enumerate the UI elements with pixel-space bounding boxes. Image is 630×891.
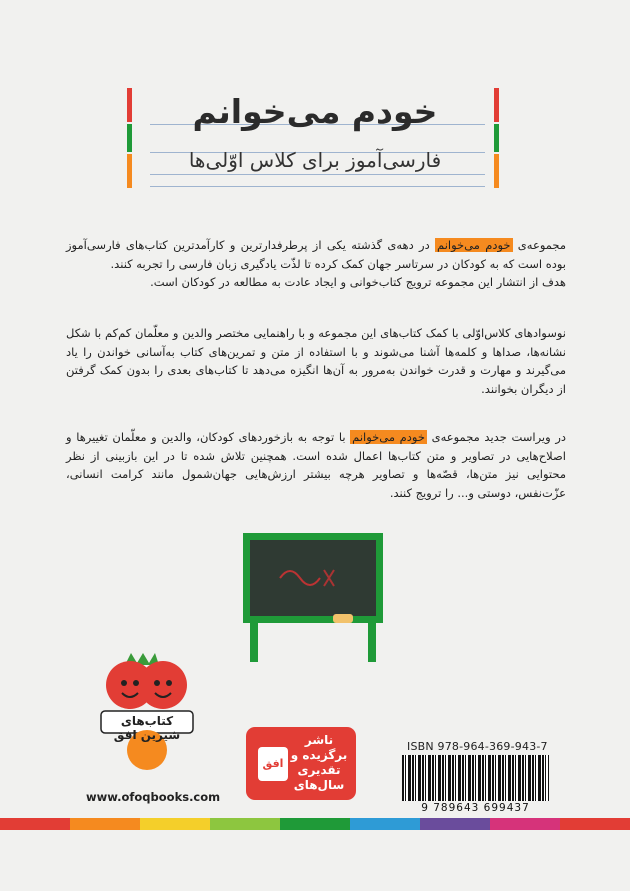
isbn-text: ISBN 978-964-369-943-7 [407,740,548,753]
description-paragraph-1: مجموعه‌ی خودم می‌خوانم در دهه‌ی گذشته یکی از پرطرفدارترین و کارآمدترین کتاب‌های فارسی‌آموز بوده است که به کودکان در سرتاسر جهان کمک کرده تا لذّت یادگیری زبان فارسی را تجربه کنند. هدف از انتشار این مجموعه ترویج کتاب‌خوانی و ایجاد عادت به مطالعه در کودکان است. [66,238,567,289]
right-green-bar [494,124,499,152]
right-red-bar [494,88,499,122]
description-paragraph-2: نوسوادهای کلاس‌اوّلی با کمک کتاب‌های این مجموعه و با راهنمایی مختصر والدین و معلّمان کم‌کم با شکل نشانه‌ها، صداها و کلمه‌ها آشنا می‌شوند و با استفاده از متن و تمرین‌های کتاب به‌آسانی خواندن را یاد می‌گیرند و مهارت و قدرت خواندن به‌مرور به آن‌ها انگیزه می‌دهد تا کتاب‌های بعدی را بدون کمک گرفتن از دیگران بخوانند. [66,326,566,396]
barcode-image [402,755,549,801]
left-green-bar [127,124,132,152]
barcode-number: 9 789643 699437 [421,802,530,814]
chalkboard-leg [250,620,258,662]
series-name-highlight: خودم می‌خوانم [437,238,511,252]
ofoq-logo: افق [258,747,288,781]
badge-text: ناشر برگزیده و تقدیری سال‌های [290,733,348,792]
right-orange-bar [494,154,499,188]
guide-line [150,174,485,175]
website-link[interactable]: www.ofoqbooks.com [86,790,221,804]
left-orange-bar [127,154,132,188]
guide-line [150,186,485,187]
mascot-label: کتاب‌های شیرین افق [113,714,181,742]
bottom-color-stripe [0,818,630,830]
description-paragraph-3: در ویراست جدید مجموعه‌ی خودم می‌خوانم با توجه به بازخوردهای کودکان، والدین و معلّمان تغییرها و اصلاح‌هایی در تصاویر و متن کتاب‌ها اعمال شده است. همچنین تلاش شده تا در این بازبینی از نظر محتوایی نیز متن‌ها، قصّه‌ها و تصاویر هرچه بیشتر ارزش‌هایی جهان‌شمول مانند کرامت انسانی، عزّت‌نفس، دوستی و... را ترویج کنند. [66,430,566,500]
chalkboard-leg [368,620,376,662]
chalk-marks [250,540,376,616]
book-title: خودم می‌خوانم [192,92,438,131]
description-goal: هدف از انتشار این مجموعه ترویج کتاب‌خوانی و ایجاد عادت به مطالعه در کودکان است. [150,275,566,289]
left-red-bar [127,88,132,122]
book-subtitle: فارسی‌آموز برای کلاس اوّلی‌ها [188,148,442,172]
ofoq-mascot-logo [95,645,200,770]
chalkboard-eraser [333,614,353,623]
chalkboard-illustration [243,533,383,623]
publisher-award-badge [246,727,356,800]
series-name-highlight: خودم می‌خوانم [352,430,425,444]
